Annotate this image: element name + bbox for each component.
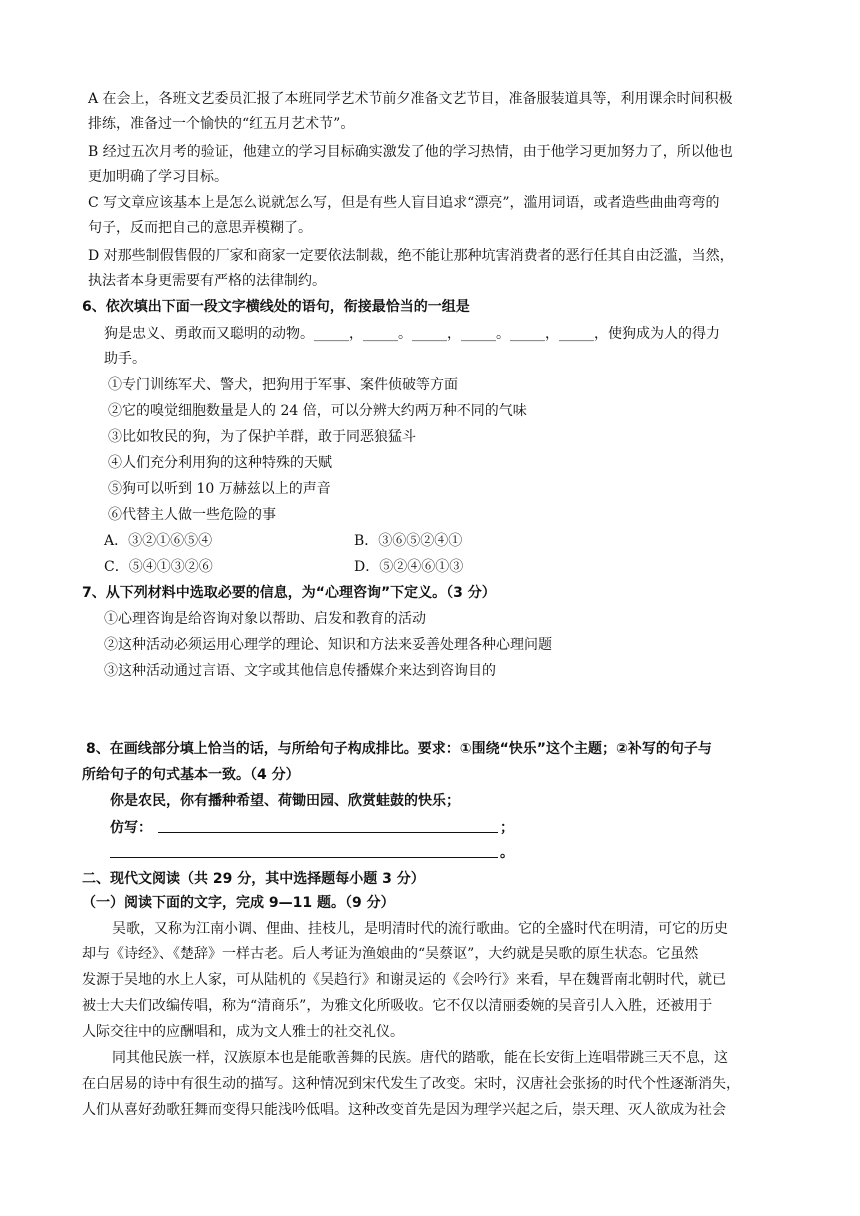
- q6-stem-line1: 狗是忠义、勇敢而又聪明的动物。_____，_____。_____，_____。_____，_____，使狗成为人的得力: [104, 326, 720, 342]
- q8-answer-line-1[interactable]: [158, 832, 498, 833]
- q8-example: 你是农民，你有播种希望、荷锄田园、欣赏蛙鼓的快乐；: [110, 793, 460, 809]
- passage-line: 发源于吴地的水上人家，可从陆机的《吴趋行》和谢灵运的《会吟行》来看，早在魏晋南北朝时代，就已: [82, 972, 726, 988]
- q5-option-c-line2: 句子，反而把自己的意思弄模糊了。: [88, 220, 312, 236]
- q7-item: ①心理咨询是给咨询对象以帮助、启发和教育的活动: [104, 611, 426, 627]
- q5-option-d-line1: D 对那些制假售假的厂家和商家一定要依法制裁，绝不能让那种坑害消费者的恶行任其自由泛滥，当然，: [88, 248, 734, 264]
- q8-answer-end-1: ；: [500, 820, 514, 836]
- q5-option-a-line2: 排练，准备过一个愉快的“红五月艺术节”。: [88, 116, 355, 132]
- passage-line: 同其他民族一样，汉族原本也是能歌善舞的民族。唐代的踏歌，能在长安街上连唱带跳三天不息，这: [112, 1050, 728, 1066]
- q8-answer-end-2: 。: [500, 845, 514, 861]
- q6-item: ④人们充分利用狗的这种特殊的天赋: [108, 455, 332, 471]
- q6-title: 6、依次填出下面一段文字横线处的语句，衔接最恰当的一组是: [82, 299, 470, 315]
- q6-stem-line2: 助手。: [104, 351, 146, 367]
- q6-choice-d: D．⑤②④⑥①③: [354, 559, 464, 575]
- q8-title-line1: 8、在画线部分填上恰当的话，与所给句子构成排比。要求：①围绕“快乐”这个主题；②补写的句子与: [86, 741, 712, 757]
- passage-line: 被士大夫们改编传唱，称为“清商乐”，为雅文化所吸收。它不仅以清丽委婉的吴音引人入胜，还被用于: [82, 998, 713, 1014]
- q7-title: 7、从下列材料中选取必要的信息，为“心理咨询”下定义。（3 分）: [82, 585, 496, 601]
- q5-option-b-line1: B 经过五次月考的验证，他建立的学习目标确实激发了他的学习热情，由于他学习更加努力了，所以他也: [88, 144, 733, 160]
- q6-item: ①专门训练军犬、警犬，把狗用于军事、案件侦破等方面: [108, 377, 458, 393]
- q6-item: ⑤狗可以听到 10 万赫兹以上的声音: [108, 481, 331, 497]
- q6-item: ⑥代替主人做一些危险的事: [108, 507, 276, 523]
- passage-line: 人们从喜好劲歌狂舞而变得只能浅吟低唱。这种改变首先是因为理学兴起之后，崇天理、灭人欲成为社会: [82, 1102, 726, 1118]
- q5-option-b-line2: 更加明确了学习目标。: [88, 169, 228, 185]
- passage-line: 人际交往中的应酬唱和，成为文人雅士的社交礼仪。: [82, 1024, 404, 1040]
- q6-choice-c: C．⑤④①③②⑥: [104, 559, 213, 575]
- passage-line: 在白居易的诗中有很生动的描写。这种情况到宋代发生了改变。宋时，汉唐社会张扬的时代个性逐渐消失，: [82, 1076, 740, 1092]
- q8-title-line2: 所给句子的句式基本一致。（4 分）: [82, 767, 300, 783]
- section2-sub-heading: （一）阅读下面的文字，完成 9—11 题。（9 分）: [82, 895, 395, 911]
- section2-heading: 二、现代文阅读（共 29 分，其中选择题每小题 3 分）: [82, 871, 425, 887]
- q5-option-d-line2: 执法者本身更需要有严格的法律制约。: [88, 273, 326, 289]
- q6-choice-b: B．③⑥⑤②④①: [354, 533, 463, 549]
- q6-item: ②它的嗅觉细胞数量是人的 24 倍，可以分辨大约两万种不同的气味: [108, 403, 527, 419]
- q5-option-a-line1: A 在会上，各班文艺委员汇报了本班同学艺术节前夕准备文艺节目，准备服装道具等，利用课余时间积极: [88, 91, 733, 107]
- q7-item: ②这种活动必须运用心理学的理论、知识和方法来妥善处理各种心理问题: [104, 637, 552, 653]
- q5-option-c-line1: C 写文章应该基本上是怎么说就怎么写，但是有些人盲目追求“漂亮”，滥用词语，或者造些曲曲弯弯的: [88, 195, 720, 211]
- q6-choice-a: A．③②①⑥⑤④: [104, 533, 213, 549]
- passage-line: 吴歌，又称为江南小调、俚曲、挂枝儿，是明清时代的流行歌曲。它的全盛时代在明清，可它的历史: [112, 921, 728, 937]
- q8-answer-line-2[interactable]: [110, 857, 498, 858]
- q8-imitate-label: 仿写：: [110, 820, 152, 836]
- q7-item: ③这种活动通过言语、文字或其他信息传播媒介来达到咨询目的: [104, 663, 496, 679]
- q6-item: ③比如牧民的狗，为了保护羊群，敢于同恶狼猛斗: [108, 429, 416, 445]
- passage-line: 却与《诗经》、《楚辞》一样古老。后人考证为渔娘曲的“吴蔡讴”，大约就是吴歌的原生状态。它虽然: [82, 946, 699, 962]
